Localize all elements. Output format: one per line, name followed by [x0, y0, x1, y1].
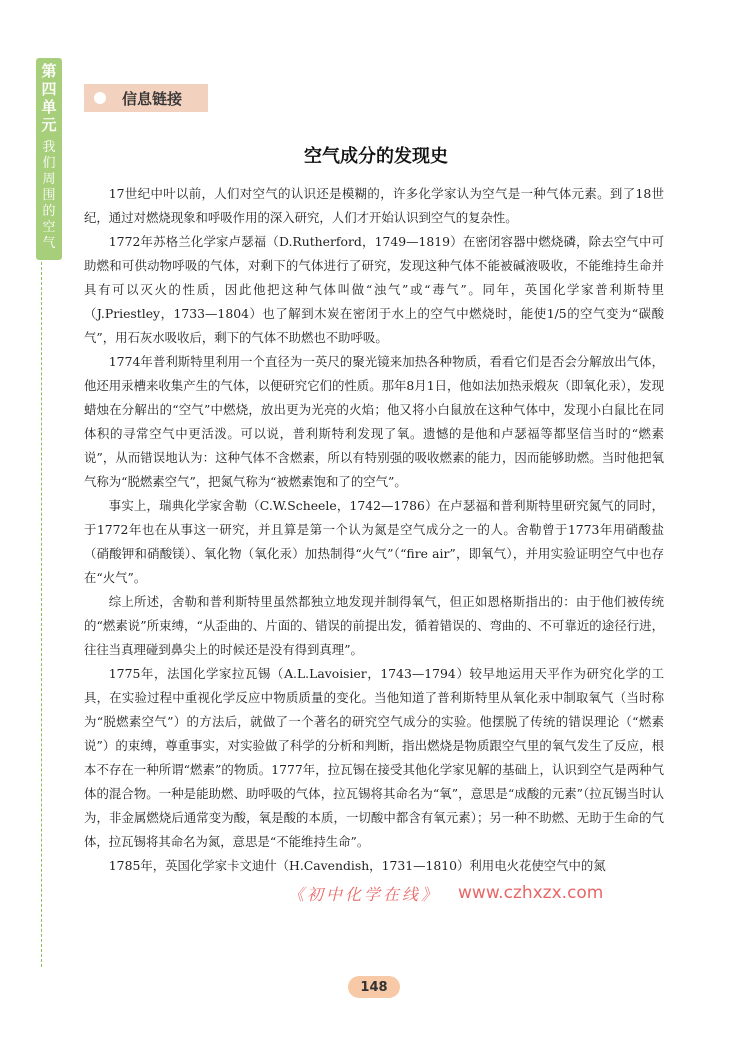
margin-dashed-line — [41, 262, 42, 967]
paragraph: 综上所述，舍勒和普利斯特里虽然都独立地发现并制得氧气，但正如恩格斯指出的：由于他们被传统的“燃素说”所束缚，“从歪曲的、片面的、错误的前提出发，循着错误的、弯曲的、不可靠近的途径行进，往往当真理碰到鼻尖上的时候还是没有得到真理”。 — [84, 594, 664, 657]
unit-number: 第四单元 — [41, 62, 57, 134]
article-body — [84, 182, 664, 878]
paragraph: 1785年，英国化学家卡文迪什（H.Cavendish，1731—1810）利用电火花使空气中的氮 — [108, 858, 606, 873]
info-link-tag — [84, 84, 208, 112]
info-link-label: 信息链接 — [122, 89, 183, 108]
watermark-text: 《初中化学在线》 — [288, 884, 441, 904]
page-number: 148 — [348, 976, 400, 998]
paragraph: 1772年苏格兰化学家卢瑟福（D.Rutherford，1749—1819）在密闭容器中燃烧磷，除去空气中可助燃和可供动物呼吸的气体，对剩下的气体进行了研究，发现这种气体不能被碱液吸收，不能维持生命并具有可以灭火的性质，因此他把这种气体叫做“浊气”或“毒气”。同年，英国化学家普利斯特里（J.Priestley，1733—1804）也了解到木炭在密闭于水上的空气中燃烧时，能使1/5的空气变为“碳酸气”，用石灰水吸收后，剩下的气体不助燃也不助呼吸。 — [84, 234, 664, 345]
article-title: 空气成分的发现史 — [304, 146, 448, 167]
paragraph: 17世纪中叶以前，人们对空气的认识还是模糊的，许多化学家认为空气是一种气体元素。到了18世纪，通过对燃烧现象和呼吸作用的深入研究，人们才开始认识到空气的复杂性。 — [84, 186, 664, 225]
paragraph: 1774年普利斯特里利用一个直径为一英尺的聚光镜来加热各种物质，看看它们是否会分解放出气体，他还用汞槽来收集产生的气体，以便研究它们的性质。那年8月1日，他如法加热汞煅灰（即氧化汞），发现蜡烛在分解出的“空气”中燃烧，放出更为光亮的火焰；他又将小白鼠放在这种气体中，发现小白鼠比在同体积的寻常空气中更活泼。可以说，普利斯特利发现了氧。遗憾的是他和卢瑟福等都坚信当时的“燃素说”，从而错误地认为：这种气体不含燃素，所以有特别强的吸收燃素的能力，因而能够助燃。当时他把氧气称为“脱燃素空气”，把氮气称为“被燃素饱和了的空气”。 — [84, 354, 664, 489]
watermark — [288, 881, 688, 905]
paragraph: 事实上，瑞典化学家舍勒（C.W.Scheele，1742—1786）在卢瑟福和普利斯特里研究氮气的同时，于1772年也在从事这一研究，并且算是第一个认为氮是空气成分之一的人。舍勒曾于1773年用硝酸盐（硝酸钾和硝酸镁）、氧化物（氧化汞）加热制得“火气”（“fire air”，即氧气），并用实验证明空气中也存在“火气”。 — [84, 498, 664, 585]
watermark-url: www.czhxzx.com — [458, 883, 604, 903]
bullet-dot-icon — [94, 92, 106, 104]
paragraph: 1775年，法国化学家拉瓦锡（A.L.Lavoisier，1743—1794）较早地运用天平作为研究化学的工具，在实验过程中重视化学反应中物质质量的变化。当他知道了普利斯特里从氧化汞中制取氧气（当时称为“脱燃素空气”）的方法后，就做了一个著名的研究空气成分的实验。他摆脱了传统的错误理论（“燃素说”）的束缚，尊重事实，对实验做了科学的分析和判断，指出燃烧是物质跟空气里的氧气发生了反应，根本不存在一种所谓“燃素”的物质。1777年，拉瓦锡在接受其他化学家见解的基础上，认识到空气是两种气体的混合物。一种是能助燃、助呼吸的气体，拉瓦锡将其命名为“氧”，意思是“成酸的元素”（拉瓦锡当时认为，非金属燃烧后通常变为酸，氧是酸的本质，一切酸中都含有氧元素）；另一种不助燃、无助于生命的气体，拉瓦锡将其命名为氮，意思是“不能维持生命”。 — [84, 666, 664, 849]
unit-title: 我们周围的空气 — [42, 140, 56, 251]
